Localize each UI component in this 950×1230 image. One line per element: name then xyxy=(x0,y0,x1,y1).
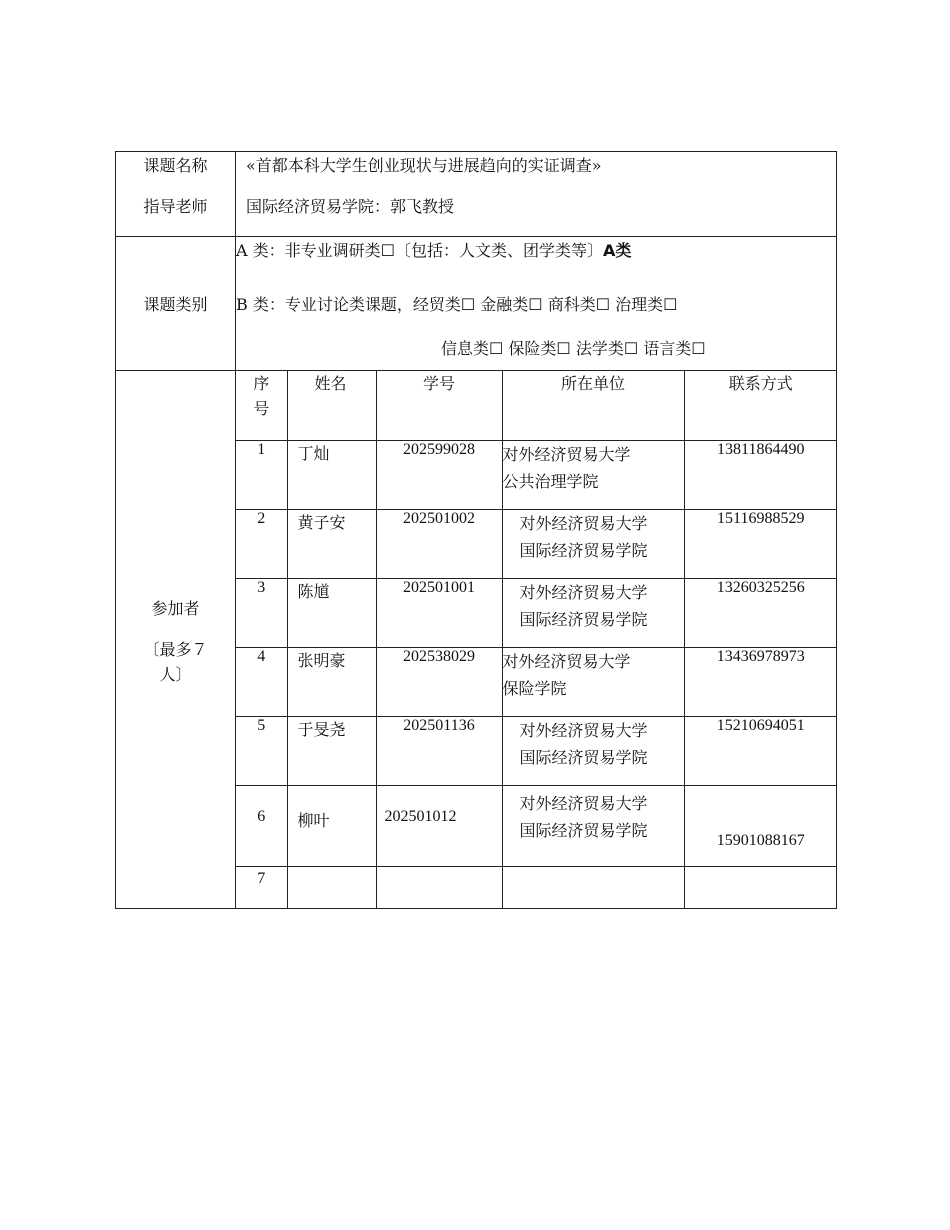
row-student-id: 202501136 xyxy=(376,716,502,785)
row-seq: 4 xyxy=(236,647,287,716)
table-row xyxy=(236,647,837,716)
row-unit xyxy=(502,866,684,908)
row-name xyxy=(287,866,376,908)
row-unit-line2: 国际经济贸易学院 xyxy=(519,540,648,560)
header-contact: 联系方式 xyxy=(684,371,837,440)
row-student-id xyxy=(376,866,502,908)
row-unit-line1: 对外经济贸易大学 xyxy=(519,720,648,740)
advisor-value: 国际经济贸易学院：郭飞教授 xyxy=(246,197,455,216)
category-b-line1: B 类：专业讨论类课题，经贸类☐ 金融类☐ 商科类☐ 治理类☐ xyxy=(236,295,678,314)
row-unit xyxy=(502,785,684,866)
category-a-selected: A类 xyxy=(603,241,632,260)
row-unit-line2: 国际经济贸易学院 xyxy=(519,609,648,629)
row-unit-line1: 对外经济贸易大学 xyxy=(519,793,648,813)
participants-label-cell xyxy=(116,371,236,909)
row-unit-line2: 国际经济贸易学院 xyxy=(519,820,648,840)
application-form xyxy=(115,151,837,909)
category-a-text: A 类：非专业调研类☐〔包括：人文类、团学类等〕 xyxy=(236,241,603,260)
topic-name-label: 课题名称 xyxy=(143,156,208,175)
table-row xyxy=(236,785,837,866)
category-b-line2: 信息类☐ 保险类☐ 法学类☐ 语言类☐ xyxy=(441,339,706,358)
row-contact: 13260325256 xyxy=(684,578,837,647)
row-contact: 13436978973 xyxy=(684,647,837,716)
category-row xyxy=(116,237,837,371)
participants-table-cell xyxy=(236,371,837,909)
table-row xyxy=(236,440,837,509)
header-name: 姓名 xyxy=(287,371,376,440)
participants-label: 参加者 xyxy=(151,598,200,618)
row-student-id: 202538029 xyxy=(376,647,502,716)
participants-table xyxy=(236,371,837,908)
row-name: 黄子安 xyxy=(287,509,376,578)
header-student-id: 学号 xyxy=(376,371,502,440)
table-row xyxy=(236,866,837,908)
row-unit xyxy=(502,716,684,785)
row-contact: 15901088167 xyxy=(684,785,837,866)
table-row xyxy=(236,509,837,578)
topic-row xyxy=(116,152,837,237)
table-row xyxy=(236,578,837,647)
row-unit-line2: 保险学院 xyxy=(502,678,567,698)
header-seq xyxy=(236,371,287,440)
table-row xyxy=(236,716,837,785)
row-unit-line2: 公共治理学院 xyxy=(502,471,599,491)
row-contact xyxy=(684,866,837,908)
header-unit: 所在单位 xyxy=(502,371,684,440)
header-seq-line1: 序 xyxy=(253,374,270,393)
row-seq: 3 xyxy=(236,578,287,647)
row-unit-line1: 对外经济贸易大学 xyxy=(502,444,631,464)
participants-header-row xyxy=(236,371,837,440)
topic-name-value: «首都本科大学生创业现状与进展趋向的实证调查» xyxy=(246,156,602,175)
row-unit xyxy=(502,578,684,647)
row-student-id: 202501001 xyxy=(376,578,502,647)
row-student-id: 202501012 xyxy=(376,785,502,866)
row-name: 柳叶 xyxy=(287,785,376,866)
row-name: 张明豪 xyxy=(287,647,376,716)
row-seq: 7 xyxy=(236,866,287,908)
participants-limit-line1: 〔最多７ xyxy=(143,639,208,659)
row-seq: 6 xyxy=(236,785,287,866)
row-unit-line1: 对外经济贸易大学 xyxy=(502,651,631,671)
row-contact: 15116988529 xyxy=(684,509,837,578)
row-unit xyxy=(502,647,684,716)
category-value-cell xyxy=(236,237,837,371)
row-unit-line1: 对外经济贸易大学 xyxy=(519,513,648,533)
row-name: 陈馗 xyxy=(287,578,376,647)
row-contact: 13811864490 xyxy=(684,440,837,509)
row-student-id: 202501002 xyxy=(376,509,502,578)
row-contact: 15210694051 xyxy=(684,716,837,785)
advisor-label: 指导老师 xyxy=(143,197,208,216)
row-unit-line1: 对外经济贸易大学 xyxy=(519,582,648,602)
header-seq-line2: 号 xyxy=(253,399,270,418)
category-label xyxy=(116,237,236,371)
row-unit xyxy=(502,440,684,509)
participants-row xyxy=(116,371,837,909)
row-unit-line2: 国际经济贸易学院 xyxy=(519,747,648,767)
row-name: 丁灿 xyxy=(287,440,376,509)
category-label-text: 课题类别 xyxy=(143,295,208,314)
row-unit xyxy=(502,509,684,578)
row-seq: 1 xyxy=(236,440,287,509)
topic-value-cell xyxy=(236,152,837,237)
topic-label-cell xyxy=(116,152,236,237)
row-student-id: 202599028 xyxy=(376,440,502,509)
participants-limit-line2: 人〕 xyxy=(159,664,192,684)
row-seq: 5 xyxy=(236,716,287,785)
category-a-line xyxy=(236,237,836,289)
row-name: 于旻尧 xyxy=(287,716,376,785)
row-seq: 2 xyxy=(236,509,287,578)
